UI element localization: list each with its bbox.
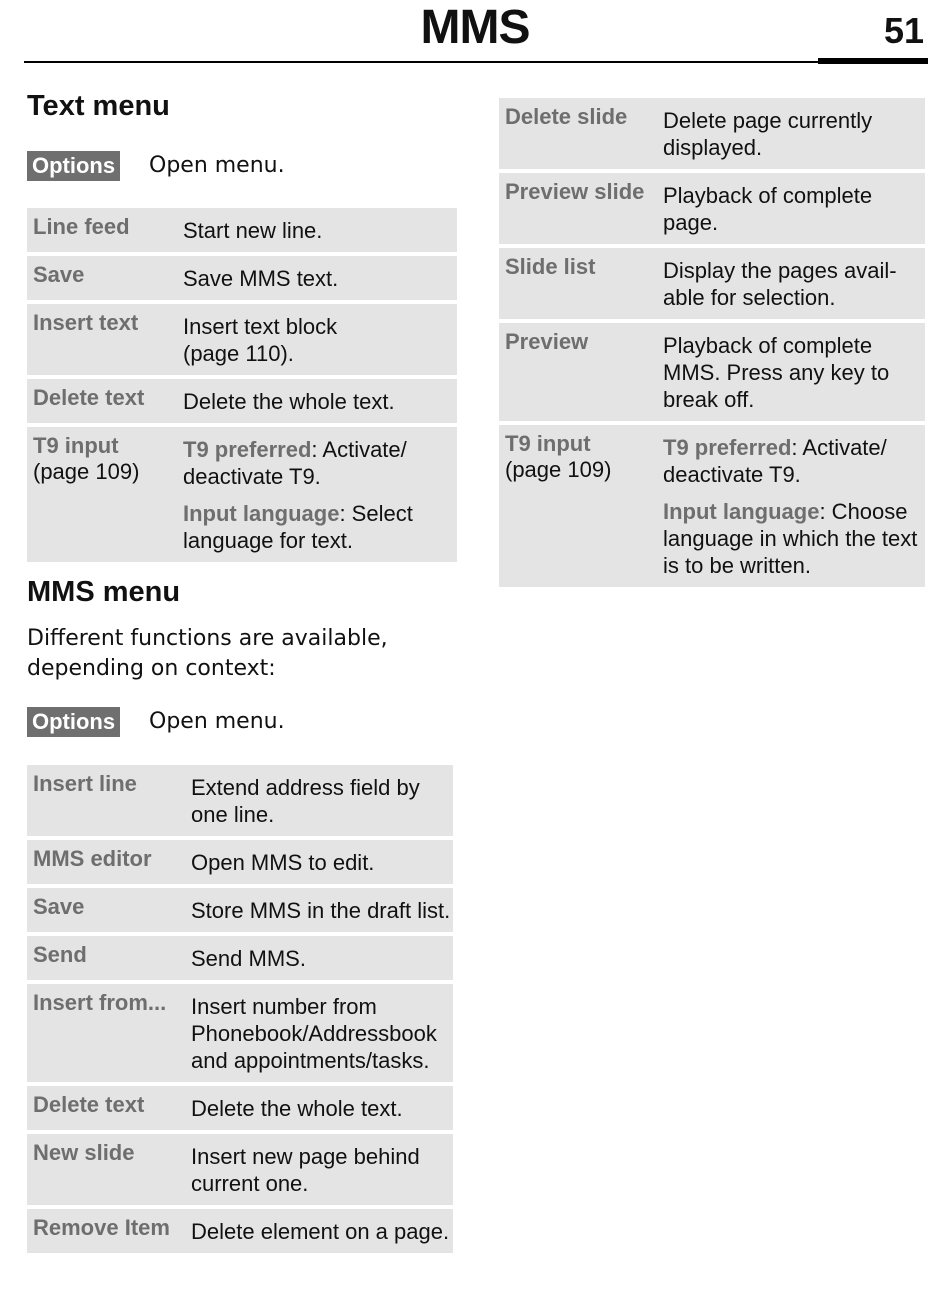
menu-item-description xyxy=(191,942,447,972)
sub-option-text: : Choose xyxy=(819,499,908,524)
description-line xyxy=(663,525,919,552)
description-line: current one. xyxy=(191,1171,309,1196)
menu-item-name xyxy=(505,329,663,413)
intro-line: Different functions are available, xyxy=(27,626,388,651)
description-line: Send MMS. xyxy=(191,946,306,971)
sub-option-text: deactivate T9. xyxy=(183,464,321,489)
table-row xyxy=(27,936,453,980)
text-menu-options-row xyxy=(27,151,285,183)
menu-item-description xyxy=(663,254,919,311)
menu-item-name xyxy=(33,990,191,1074)
description-line: one line. xyxy=(191,802,275,827)
description-line: Insert new page behind xyxy=(191,1144,420,1169)
menu-item-name xyxy=(505,104,663,161)
mms-menu-intro xyxy=(27,624,388,684)
mms-menu-table-continued xyxy=(499,98,925,587)
description-line: Delete the whole text. xyxy=(183,389,395,414)
menu-item-name xyxy=(33,385,183,415)
menu-item-description xyxy=(191,1140,447,1197)
sub-option-label: T9 preferred xyxy=(183,437,312,462)
menu-item-description xyxy=(663,329,919,413)
description-line: Display the pages avail- xyxy=(663,258,897,283)
sub-option-text: is to be written. xyxy=(663,553,811,578)
menu-item-description xyxy=(183,214,451,244)
description-line: page. xyxy=(663,210,719,235)
menu-item-label: Preview xyxy=(505,329,589,354)
table-row xyxy=(27,379,457,423)
sub-option-text: : Activate/ xyxy=(311,437,407,462)
menu-item-label: Preview slide xyxy=(505,179,645,204)
page-number: 51 xyxy=(883,10,924,51)
description-line xyxy=(183,527,451,554)
sub-option-text: : Select xyxy=(339,501,413,526)
menu-item-name xyxy=(505,179,663,236)
sub-option xyxy=(183,500,451,554)
sub-option-text: deactivate T9. xyxy=(663,462,801,487)
description-line: able for selection. xyxy=(663,285,836,310)
menu-item-description xyxy=(183,385,451,415)
table-row xyxy=(27,304,457,375)
description-line: Save MMS text. xyxy=(183,266,339,291)
sub-option xyxy=(663,434,919,488)
header-rule-accent xyxy=(818,58,928,64)
description-line: Delete the whole text. xyxy=(191,1096,403,1121)
table-row xyxy=(27,256,457,300)
table-row xyxy=(27,840,453,884)
menu-item-name xyxy=(505,431,663,579)
menu-item-description xyxy=(191,771,447,828)
mms-menu-options-row xyxy=(27,707,285,739)
table-row xyxy=(499,98,925,169)
header-rule xyxy=(24,61,928,63)
menu-item-name xyxy=(33,1140,191,1197)
menu-item-label: Save xyxy=(33,262,85,287)
sub-option-text: language in which the text xyxy=(663,526,918,551)
menu-item-description xyxy=(183,262,451,292)
menu-item-name xyxy=(33,894,191,924)
table-row xyxy=(499,248,925,319)
menu-item-label: T9 input xyxy=(33,433,119,458)
table-row xyxy=(499,173,925,244)
intro-line: depending on context: xyxy=(27,656,276,681)
sub-option xyxy=(183,436,451,490)
description-line: MMS. Press any key to xyxy=(663,360,890,385)
menu-item-label: Line feed xyxy=(33,214,130,239)
options-description: Open menu. xyxy=(149,153,285,178)
menu-item-label: Insert text xyxy=(33,310,139,335)
menu-item-description xyxy=(183,310,451,367)
description-line: Insert text block xyxy=(183,314,338,339)
menu-item-label: New slide xyxy=(33,1140,135,1165)
menu-item-description xyxy=(191,1092,447,1122)
options-softkey: Options xyxy=(27,151,120,181)
description-line: Delete element on a page. xyxy=(191,1219,450,1244)
table-row xyxy=(27,1134,453,1205)
description-line xyxy=(663,498,919,525)
sub-option-text: : Activate/ xyxy=(791,435,887,460)
menu-item-label: Insert from... xyxy=(33,990,167,1015)
menu-item-name xyxy=(33,942,191,972)
description-line xyxy=(663,552,919,579)
menu-item-label: Delete text xyxy=(33,1092,145,1117)
options-softkey: Options xyxy=(27,707,120,737)
description-line: Open MMS to edit. xyxy=(191,850,375,875)
table-row xyxy=(27,888,453,932)
description-line: Store MMS in the draft list. xyxy=(191,898,451,923)
table-row xyxy=(27,208,457,252)
sub-option-text: language for text. xyxy=(183,528,354,553)
description-line xyxy=(663,434,919,461)
table-row xyxy=(27,427,457,562)
table-row xyxy=(499,323,925,421)
menu-item-description xyxy=(191,990,447,1074)
menu-item-description xyxy=(663,104,919,161)
description-line: Delete page currently xyxy=(663,108,873,133)
menu-item-description xyxy=(663,431,919,579)
menu-item-name xyxy=(33,1215,191,1245)
description-line: Extend address field by xyxy=(191,775,420,800)
description-line xyxy=(183,500,451,527)
menu-item-description xyxy=(663,179,919,236)
page-reference: (page 109) xyxy=(33,459,140,484)
description-line: Playback of complete xyxy=(663,183,873,208)
table-row xyxy=(27,984,453,1082)
description-line: Start new line. xyxy=(183,218,323,243)
page-title: MMS xyxy=(420,1,530,54)
description-line xyxy=(663,461,919,488)
menu-item-name xyxy=(33,846,191,876)
menu-item-description xyxy=(191,846,447,876)
text-menu-table xyxy=(27,208,457,562)
menu-item-name xyxy=(33,310,183,367)
table-row xyxy=(27,1086,453,1130)
menu-item-name xyxy=(33,771,191,828)
description-line: break off. xyxy=(663,387,755,412)
description-line: displayed. xyxy=(663,135,763,160)
page-reference: (page 109) xyxy=(505,457,612,482)
sub-option-label: Input language xyxy=(183,501,340,526)
menu-item-label: Slide list xyxy=(505,254,596,279)
description-line xyxy=(183,436,451,463)
options-description: Open menu. xyxy=(149,709,285,734)
menu-item-label: Delete text xyxy=(33,385,145,410)
sub-option-label: T9 preferred xyxy=(663,435,792,460)
menu-item-name xyxy=(33,433,183,554)
description-line: Insert number from xyxy=(191,994,377,1019)
description-line xyxy=(183,463,451,490)
table-row xyxy=(27,1209,453,1253)
menu-item-description xyxy=(191,1215,449,1245)
table-row xyxy=(499,425,925,587)
menu-item-label: Delete slide xyxy=(505,104,628,129)
sub-option-label: Input language xyxy=(663,499,820,524)
menu-item-name xyxy=(505,254,663,311)
mms-menu-heading: MMS menu xyxy=(27,576,181,608)
menu-item-name xyxy=(33,262,183,292)
description-line: (page 110). xyxy=(183,341,294,366)
menu-item-label: MMS editor xyxy=(33,846,152,871)
description-line: Playback of complete xyxy=(663,333,873,358)
menu-item-name xyxy=(33,214,183,244)
menu-item-description xyxy=(183,433,451,554)
table-row xyxy=(27,765,453,836)
menu-item-label: Remove Item xyxy=(33,1215,170,1240)
description-line: and appointments/tasks. xyxy=(191,1048,430,1073)
menu-item-label: Send xyxy=(33,942,87,967)
sub-option xyxy=(663,498,919,579)
menu-item-label: Save xyxy=(33,894,85,919)
menu-item-label: Insert line xyxy=(33,771,137,796)
menu-item-label: T9 input xyxy=(505,431,591,456)
menu-item-description xyxy=(191,894,450,924)
text-menu-heading: Text menu xyxy=(27,90,170,122)
menu-item-name xyxy=(33,1092,191,1122)
description-line: Phonebook/Addressbook xyxy=(191,1021,437,1046)
mms-menu-table xyxy=(27,765,453,1253)
